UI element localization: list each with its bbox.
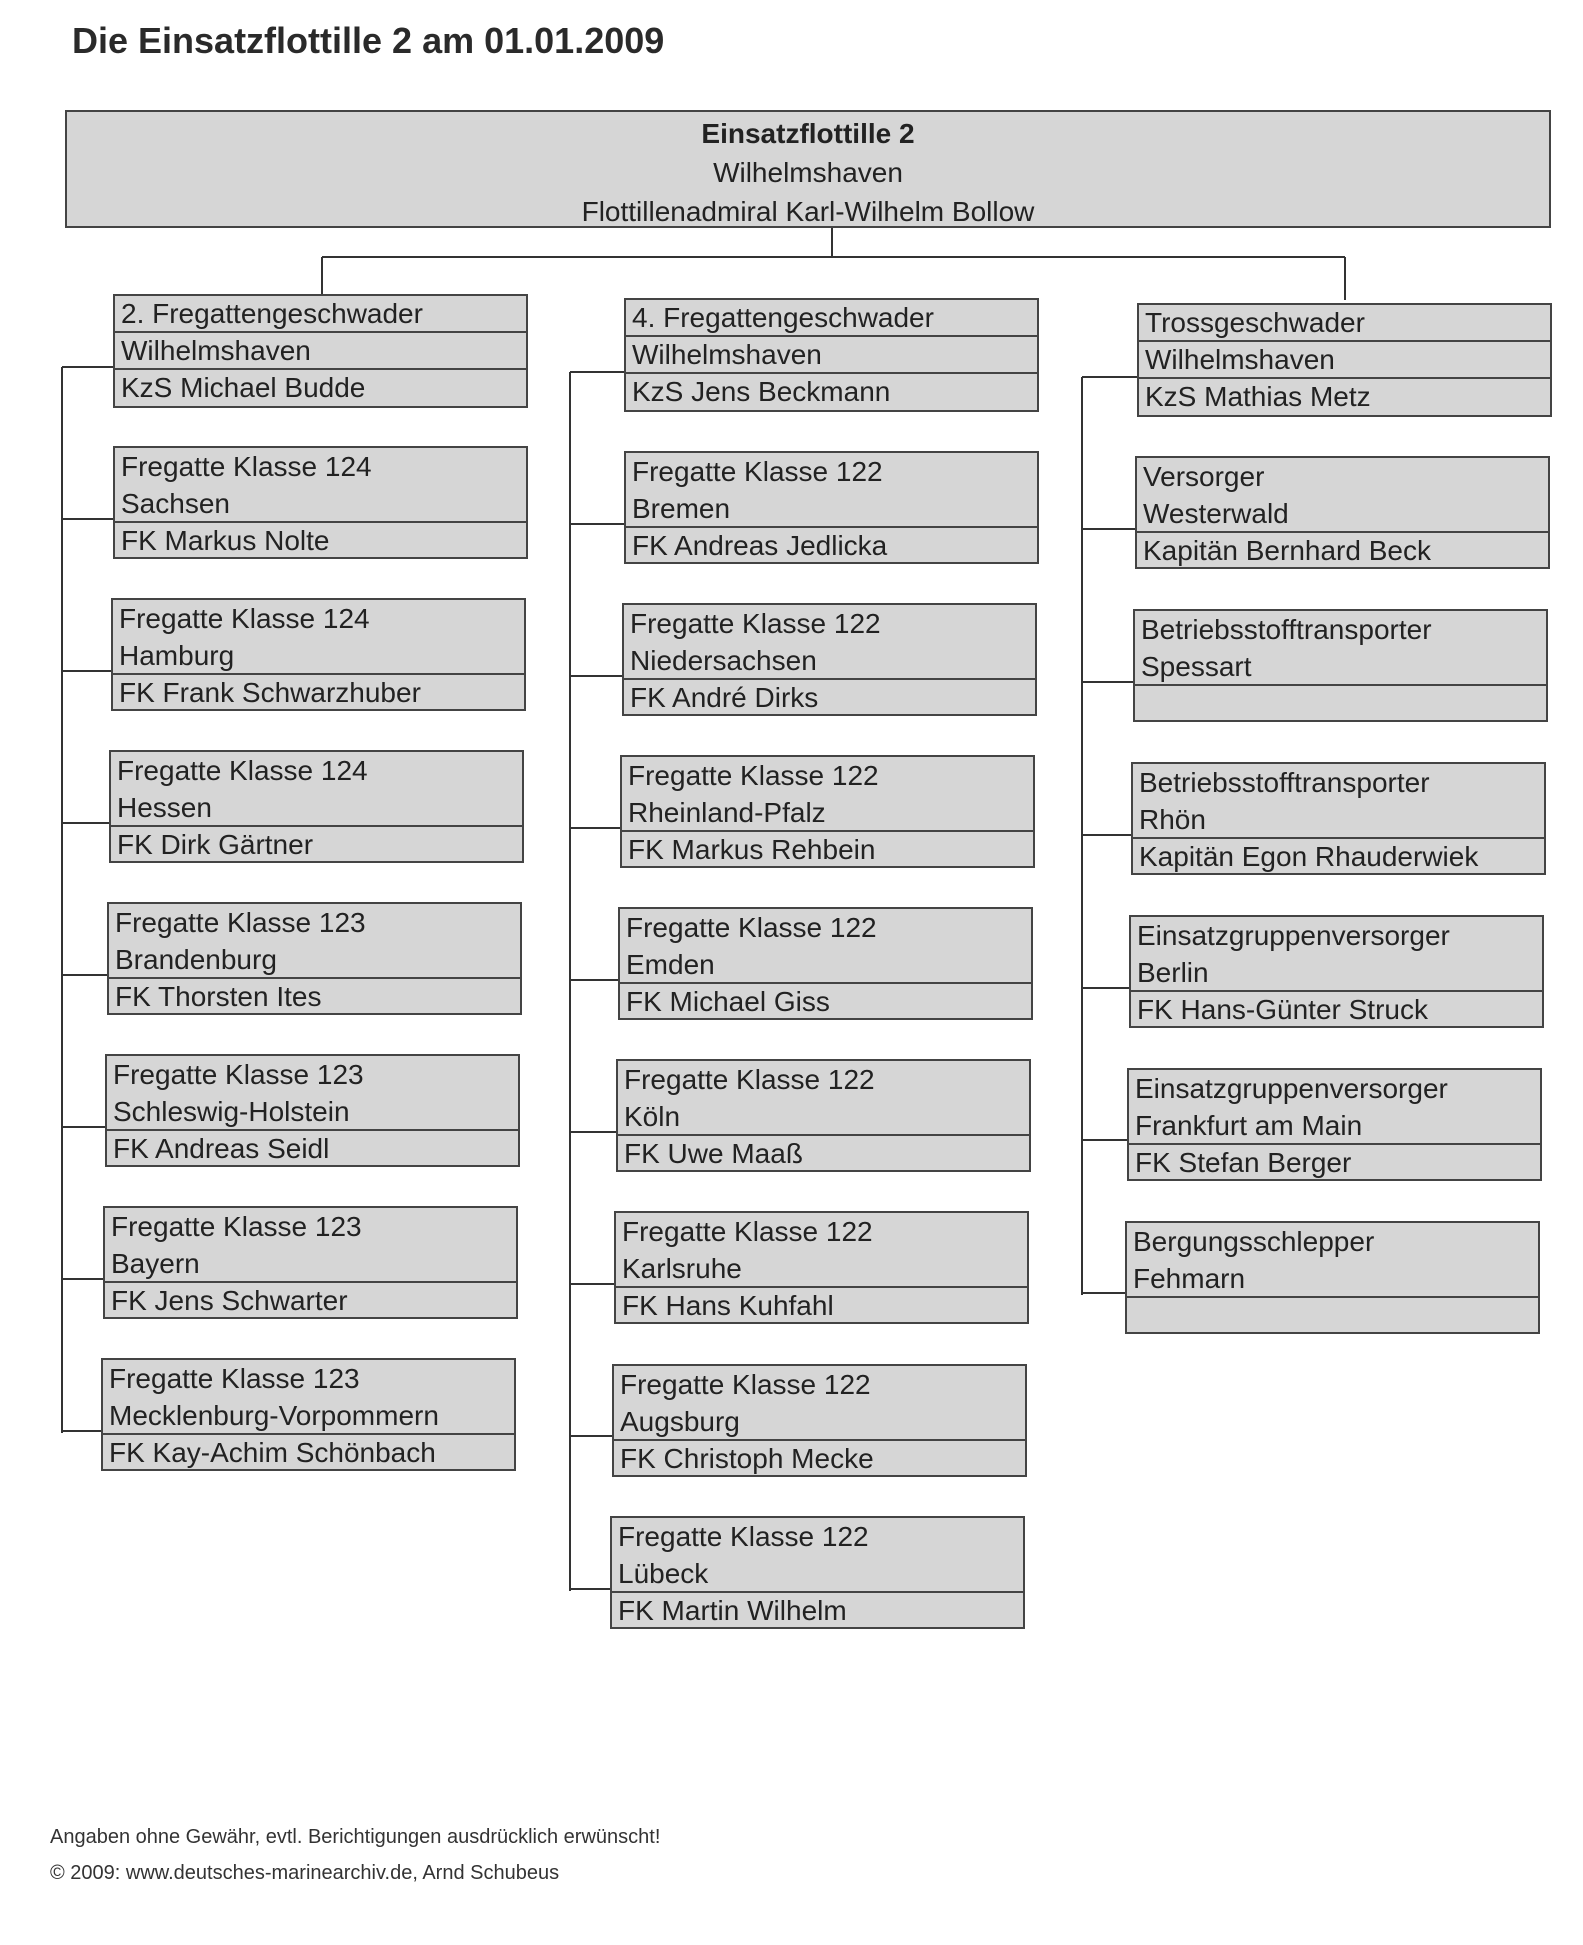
- unit-type-name: [620, 909, 1031, 984]
- unit-name: Berlin: [1137, 957, 1209, 988]
- unit-type: Betriebsstofftransporter: [1139, 767, 1430, 798]
- unit-commander: FK Andreas Jedlicka: [632, 530, 888, 561]
- unit-box: [1133, 609, 1548, 722]
- unit-type: Fregatte Klasse 123: [115, 907, 366, 938]
- unit-commander: FK Hans-Günter Struck: [1137, 994, 1428, 1025]
- unit-commander: FK Frank Schwarzhuber: [119, 677, 421, 708]
- unit-type-name: [103, 1360, 514, 1435]
- unit-type-name: [626, 453, 1037, 528]
- unit-commander: Kapitän Egon Rhauderwiek: [1139, 841, 1479, 872]
- squadron-header-box: [624, 298, 1039, 412]
- unit-box: [616, 1059, 1031, 1172]
- unit-commander: Kapitän Bernhard Beck: [1143, 535, 1431, 566]
- unit-box: [1131, 762, 1546, 875]
- unit-type-name: [107, 1056, 518, 1131]
- unit-type-name: [111, 752, 522, 827]
- flotilla-box: [65, 110, 1551, 228]
- unit-commander: FK Thorsten Ites: [115, 981, 322, 1012]
- unit-type-name: [618, 1061, 1029, 1136]
- unit-type: Fregatte Klasse 124: [121, 451, 372, 482]
- unit-type: Fregatte Klasse 122: [622, 1216, 873, 1247]
- unit-box: [113, 446, 528, 559]
- unit-name: Köln: [624, 1101, 681, 1132]
- unit-box: [624, 451, 1039, 564]
- squadron-header-box: [113, 294, 528, 408]
- unit-name: Schleswig-Holstein: [113, 1096, 350, 1127]
- unit-commander: [1127, 1298, 1538, 1334]
- squadron-name: 4. Fregattengeschwader: [626, 300, 1037, 337]
- squadron-commander: KzS Michael Budde: [121, 372, 366, 403]
- unit-commander: FK Michael Giss: [626, 986, 830, 1017]
- squadron-location: Wilhelmshaven: [626, 337, 1037, 374]
- unit-name: Bayern: [111, 1248, 200, 1279]
- unit-type: Fregatte Klasse 122: [628, 760, 879, 791]
- unit-commander: FK André Dirks: [630, 682, 819, 713]
- unit-name: Augsburg: [620, 1406, 740, 1437]
- unit-type-name: [624, 605, 1035, 680]
- unit-box: [103, 1206, 518, 1319]
- unit-type-name: [1135, 611, 1546, 686]
- unit-type: Fregatte Klasse 123: [109, 1363, 360, 1394]
- unit-box: [105, 1054, 520, 1167]
- unit-type-name: [1133, 764, 1544, 839]
- unit-type: Einsatzgruppenversorger: [1137, 920, 1450, 951]
- unit-box: [1135, 456, 1550, 569]
- unit-type: Fregatte Klasse 123: [111, 1211, 362, 1242]
- unit-type-name: [1137, 458, 1548, 533]
- squadron-name: Trossgeschwader: [1139, 305, 1550, 342]
- unit-commander: FK Uwe Maaß: [624, 1138, 803, 1169]
- unit-type-name: [1127, 1223, 1538, 1298]
- flotilla-name: Einsatzflottille 2: [701, 118, 915, 149]
- unit-type: Bergungsschlepper: [1133, 1226, 1375, 1257]
- unit-box: [612, 1364, 1027, 1477]
- unit-name: Emden: [626, 949, 715, 980]
- unit-name: Frankfurt am Main: [1135, 1110, 1363, 1141]
- unit-box: [107, 902, 522, 1015]
- unit-box: [1129, 915, 1544, 1028]
- unit-box: [109, 750, 524, 863]
- unit-type-name: [1131, 917, 1542, 992]
- squadron-name: 2. Fregattengeschwader: [115, 296, 526, 333]
- footer-copyright: © 2009: www.deutsches-marinearchiv.de, Arnd Schubeus: [50, 1862, 560, 1884]
- unit-type: Einsatzgruppenversorger: [1135, 1073, 1448, 1104]
- unit-commander: FK Dirk Gärtner: [117, 829, 314, 860]
- unit-name: Karlsruhe: [622, 1253, 742, 1284]
- page-title: Die Einsatzflottille 2 am 01.01.2009: [72, 20, 665, 61]
- unit-type-name: [115, 448, 526, 523]
- unit-type: Fregatte Klasse 122: [630, 608, 881, 639]
- unit-name: Rhön: [1139, 804, 1206, 835]
- unit-name: Rheinland-Pfalz: [628, 797, 826, 828]
- unit-type-name: [622, 757, 1033, 832]
- flotilla-location: Wilhelmshaven: [713, 157, 903, 188]
- squadron-commander: KzS Mathias Metz: [1145, 381, 1371, 412]
- flotilla-commander: Flottillenadmiral Karl-Wilhelm Bollow: [581, 196, 1035, 227]
- unit-commander: [1135, 686, 1546, 722]
- unit-type-name: [1129, 1070, 1540, 1145]
- unit-name: Spessart: [1141, 651, 1252, 682]
- squadron-location: Wilhelmshaven: [1139, 342, 1550, 379]
- unit-name: Westerwald: [1143, 498, 1289, 529]
- unit-commander: FK Christoph Mecke: [620, 1443, 874, 1474]
- unit-name: Sachsen: [121, 488, 230, 519]
- unit-type-name: [113, 600, 524, 675]
- unit-box: [610, 1516, 1025, 1629]
- unit-type: Betriebsstofftransporter: [1141, 614, 1432, 645]
- unit-box: [620, 755, 1035, 868]
- unit-box: [622, 603, 1037, 716]
- unit-name: Fehmarn: [1133, 1263, 1246, 1294]
- squadron-location: Wilhelmshaven: [115, 333, 526, 370]
- unit-type: Fregatte Klasse 123: [113, 1059, 364, 1090]
- unit-type-name: [612, 1518, 1023, 1593]
- unit-name: Bremen: [632, 493, 731, 524]
- unit-type: Fregatte Klasse 122: [618, 1521, 869, 1552]
- squadron-header-box: [1137, 303, 1552, 417]
- unit-name: Hamburg: [119, 640, 235, 671]
- unit-commander: FK Jens Schwarter: [111, 1285, 348, 1316]
- unit-commander: FK Markus Rehbein: [628, 834, 876, 865]
- unit-type: Fregatte Klasse 122: [626, 912, 877, 943]
- unit-type: Fregatte Klasse 122: [632, 456, 883, 487]
- unit-name: Niedersachsen: [630, 645, 817, 676]
- unit-box: [614, 1211, 1029, 1324]
- unit-name: Lübeck: [618, 1558, 709, 1589]
- unit-box: [101, 1358, 516, 1471]
- unit-commander: FK Kay-Achim Schönbach: [109, 1437, 436, 1468]
- unit-type: Fregatte Klasse 124: [117, 755, 368, 786]
- unit-name: Brandenburg: [115, 944, 277, 975]
- unit-commander: FK Martin Wilhelm: [618, 1595, 847, 1626]
- unit-name: Hessen: [117, 792, 212, 823]
- unit-type-name: [616, 1213, 1027, 1288]
- unit-type: Versorger: [1143, 461, 1265, 492]
- unit-commander: FK Andreas Seidl: [113, 1133, 330, 1164]
- unit-type: Fregatte Klasse 122: [620, 1369, 871, 1400]
- unit-commander: FK Stefan Berger: [1135, 1147, 1352, 1178]
- unit-commander: FK Markus Nolte: [121, 525, 330, 556]
- unit-box: [1127, 1068, 1542, 1181]
- unit-type: Fregatte Klasse 124: [119, 603, 370, 634]
- unit-commander: FK Hans Kuhfahl: [622, 1290, 834, 1321]
- unit-box: [111, 598, 526, 711]
- unit-box: [618, 907, 1033, 1020]
- unit-type-name: [109, 904, 520, 979]
- unit-name: Mecklenburg-Vorpommern: [109, 1400, 439, 1431]
- unit-box: [1125, 1221, 1540, 1334]
- unit-type: Fregatte Klasse 122: [624, 1064, 875, 1095]
- unit-type-name: [614, 1366, 1025, 1441]
- footer-disclaimer: Angaben ohne Gewähr, evtl. Berichtigungen ausdrücklich erwünscht!: [50, 1826, 661, 1848]
- unit-type-name: [105, 1208, 516, 1283]
- squadron-commander: KzS Jens Beckmann: [632, 376, 891, 407]
